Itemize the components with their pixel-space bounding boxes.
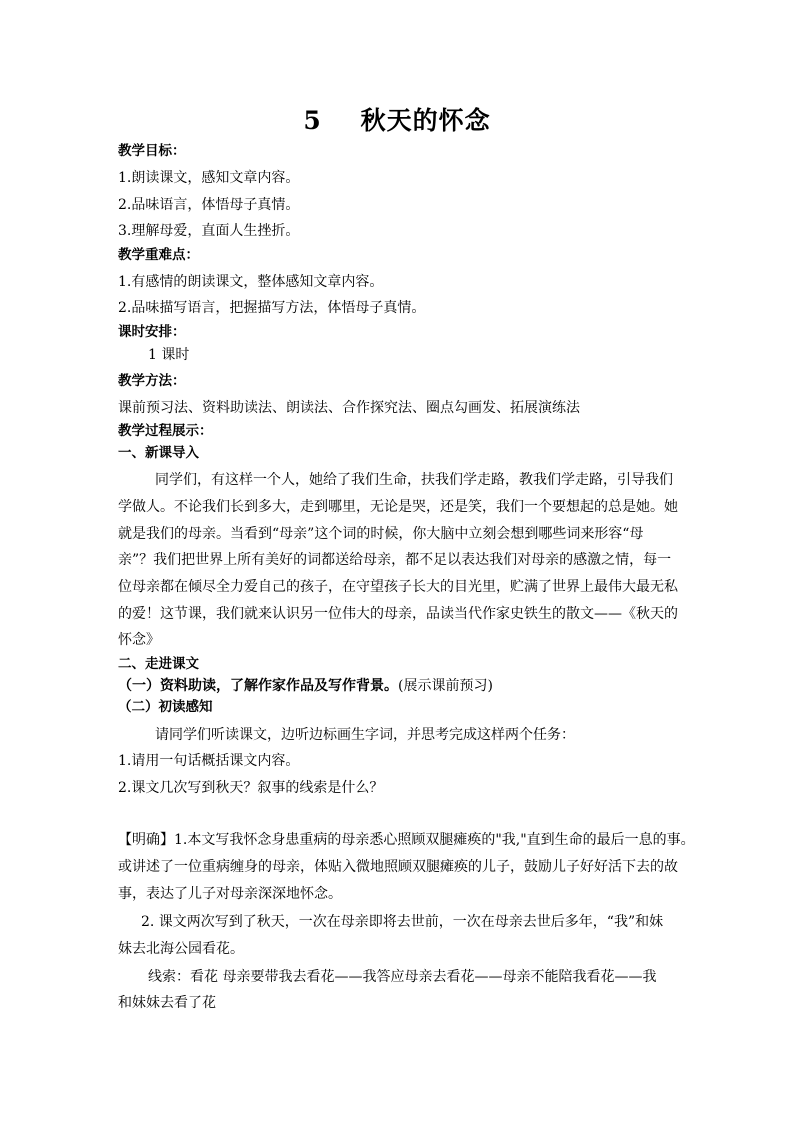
goal-item: 3.理解母爱，直面人生挫折。 [118,223,300,239]
key-point-item: 1.有感情的朗读课文，整体感知文章内容。 [118,274,384,290]
subsection-1 [118,677,493,695]
subsection-1-note: (展示课前预习) [398,678,493,694]
intro-paragraph-line: 的爱！这节课，我们就来认识另一位伟大的母亲，品读当代作家史铁生的散文——《秋天的 [118,606,678,622]
schedule-heading: 课时安排： [118,324,186,340]
intro-paragraph-line: 怀念》 [118,632,160,648]
intro-paragraph-line: 学做人。不论我们长到多大，走到哪里，无论是哭，还是笑，我们一个要想起的总是她。她 [118,499,678,515]
task-intro: 请同学们听读课文，边听边标画生字词，并思考完成这样两个任务： [155,727,575,743]
task-item: 1.请用一句话概括课文内容。 [118,753,300,769]
goal-item: 2.品味语言，体悟母子真情。 [118,197,300,213]
intro-paragraph-line: 位母亲都在倾尽全力爱自己的孩子，在守望孩子长大的目光里，贮满了世界上最伟大最无私 [118,579,678,595]
subsection-1-title: （一）资料助读，了解作家作品及写作背景。 [118,678,398,694]
answer-line: 事，表达了儿子对母亲深深地怀念。 [118,886,342,902]
methods-value: 课前预习法、资料助读法、朗读法、合作探究法、圈点勾画发、拓展演练法 [118,400,580,416]
clue-line: 线索：看花 母亲要带我去看花——我答应母亲去看花——母亲不能陪我看花——我 [148,969,657,985]
task-item: 2.课文几次写到秋天？叙事的线索是什么？ [118,780,384,796]
text-section-heading: 二、走进课文 [118,656,199,672]
page-title: 5 秋天的怀念 [303,106,491,135]
key-points-heading: 教学重难点： [118,247,199,263]
schedule-value: 1 课时 [148,347,190,363]
subsection-2-title: （二）初读感知 [118,699,213,715]
answer-2-line: 2. 课文两次写到了秋天，一次在母亲即将去世前，一次在母亲去世后多年，“我”和妹 [141,914,664,930]
clue-line: 和妹妹去看了花 [118,995,216,1011]
methods-heading: 教学方法： [118,373,186,389]
answer-2-line: 妹去北海公园看花。 [118,941,244,957]
key-point-item: 2.品味描写语言，把握描写方法，体悟母子真情。 [118,300,426,316]
intro-paragraph-line: 亲”？我们把世界上所有美好的词都送给母亲，都不足以表达我们对母亲的感激之情，每一 [118,552,672,568]
process-heading: 教学过程展示： [118,423,213,439]
intro-paragraph-line: 就是我们的母亲。当看到“母亲”这个词的时候，你大脑中立刻会想到哪些词来形容“母 [118,526,644,542]
goal-item: 1.朗读课文，感知文章内容。 [118,170,300,186]
answer-line: 或讲述了一位重病缠身的母亲，体贴入微地照顾双腿瘫痪的儿子，鼓励儿子好好活下去的故 [118,859,678,875]
answer-line: 【明确】1.本文写我怀念身患重病的母亲悉心照顾双腿瘫痪的"我,"直到生命的最后一息的事。 [118,832,695,848]
goals-heading: 教学目标： [118,143,186,159]
intro-heading: 一、新课导入 [118,445,199,461]
intro-paragraph-line: 同学们，有这样一个人，她给了我们生命，扶我们学走路，教我们学走路，引导我们 [155,472,673,488]
